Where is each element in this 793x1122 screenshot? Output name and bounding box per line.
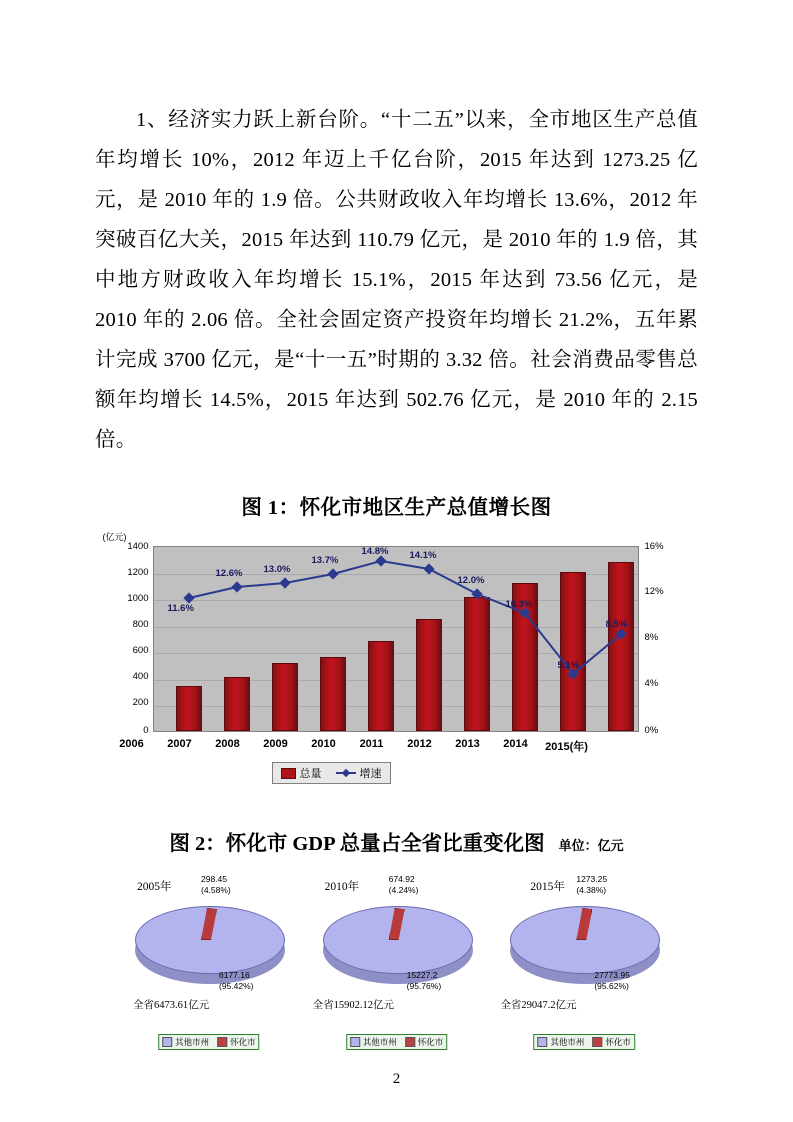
y-tick-right-16: 16% [644,541,664,552]
y-tick-left-600: 600 [132,645,149,656]
x-label-2015: 2015(年) [545,741,588,753]
x-label-2006: 2006 [119,738,144,750]
pie-base-label-2015 [594,970,629,991]
x-label-2011: 2011 [359,738,384,750]
pie-legend-2015 [533,1034,635,1050]
pie-year-2005: 2005年 [137,881,172,893]
figure1-title: 图 1：怀化市地区生产总值增长图 [241,497,552,519]
figure2-heading [95,826,698,856]
legend-label-total: 总量 [299,768,322,780]
line-swatch-icon [336,772,356,774]
pie-chart-2005 [115,870,303,1050]
pie-slice-percent-2005: (4.58%) [201,884,231,895]
x-label-2014: 2014 [503,738,528,750]
chart1-plot-area [153,546,639,732]
pie-slice-label-2005 [201,874,231,895]
figure2-unit: 单位：亿元 [558,838,624,853]
page-number: 2 [392,1071,401,1087]
y-tick-left-400: 400 [132,671,149,682]
pie-graphic-2010 [323,906,473,984]
x-label-2008: 2008 [215,738,240,750]
legend-item-growth [336,765,382,781]
huaihua-swatch-icon [405,1037,415,1047]
pie-base-percent-2015: (95.62%) [594,980,629,991]
y-tick-right-4: 4% [644,678,659,689]
point-label-2006: 11.6% [167,603,194,614]
x-label-2013: 2013 [455,738,480,750]
y-tick-left-800: 800 [132,619,149,630]
y-tick-left-1000: 1000 [127,593,149,604]
pie-legend-label-other-2010: 其他市州 [362,1037,397,1047]
bar-swatch-icon [281,768,296,779]
pie-graphic-2005 [135,906,285,984]
point-label-2013: 10.3% [505,599,533,610]
pie-legend-label-huaihua-2010: 怀化市 [417,1037,444,1047]
pie-legend-label-other-2005: 其他市州 [175,1037,210,1047]
point-label-2015: 8.5% [605,619,628,630]
pie-legend-2005 [158,1034,260,1050]
pie-base-value-2010: 15227.2 [406,970,438,980]
pie-year-2010: 2010年 [324,881,360,893]
pie-legend-huaihua-2005 [217,1036,256,1048]
pie-slice-percent-2010: (4.24%) [388,884,419,895]
x-label-2009: 2009 [263,738,288,750]
y-tick-left-1400: 1400 [127,541,149,552]
legend-item-total [281,765,322,781]
chart1-unit-label: (亿元) [102,532,127,542]
pie-slice-value-2005: 298.45 [201,874,227,884]
pie-legend-2010 [346,1034,448,1050]
point-label-2008: 13.0% [263,564,291,575]
point-label-2010: 14.8% [361,546,389,557]
pie-base-value-2015: 27773.95 [594,970,630,980]
pie-slice-percent-2015: (4.38%) [576,884,607,895]
point-label-2014: 5.1% [557,660,580,671]
body-paragraph: 1、经济实力跃上新台阶。“十二五”以来，全市地区生产总值年均增长 10%，2012 年迈上千亿台阶，2015 年达到 1273.25 亿元，是 2010 年的 1.9 倍。公共财政收入年均增长 13.6%，2012 年突破百亿大关，2015 年达到 110.79 亿元，是 2010 年的 1.9 倍，其中地方财政收入年均增长 15.1%，2015 年达到 73.56 亿元，是 2010 年的 2.06 倍。全社会固定资产投资年均增长 21.2%，五年累计完成 3700 亿元，是“十一五”时期的 3.32 倍。社会消费品零售总额年均增长 14.5%，2015 年达到 502.76 亿元，是 2010 年的 2.15 倍。 [95,109,698,451]
pie-legend-label-other-2015: 其他市州 [550,1037,585,1047]
pie-slice-value-2015: 1273.25 [576,874,608,884]
pie-base-percent-2010: (95.76%) [406,980,442,991]
pie-legend-label-huaihua-2015: 怀化市 [605,1037,631,1047]
y-tick-right-8: 8% [644,632,659,643]
legend-label-growth: 增速 [359,768,382,780]
gdp-growth-chart [97,530,697,798]
pie-base-label-2010 [407,970,442,991]
pie-slice-value-2010: 674.92 [388,874,415,884]
y-tick-left-0: 0 [143,725,149,736]
y-tick-right-0: 0% [644,725,659,736]
figure1 [95,530,698,800]
pie-base-percent-2005: (95.42%) [219,980,254,991]
x-label-2007: 2007 [167,738,192,750]
chart1-legend [272,762,391,784]
pie-legend-huaihua-2015 [592,1036,631,1048]
pie-slice-label-2015 [576,874,607,895]
pie-total-2015: 全省29047.2亿元 [500,1000,577,1011]
y-tick-left-1200: 1200 [127,567,149,578]
other-swatch-icon [537,1037,547,1047]
point-label-2012: 12.0% [457,575,485,586]
figure2-title: 图 2：怀化市 GDP 总量占全省比重变化图 [169,833,545,855]
figure2-pie-group [95,860,698,1050]
pie-total-2005: 全省6473.61亿元 [133,1000,210,1011]
y-tick-right-12: 12% [644,586,664,597]
y-tick-left-200: 200 [132,697,149,708]
pie-year-2015: 2015年 [530,881,565,893]
pie-total-2010: 全省15902.12亿元 [312,1000,395,1011]
point-label-2009: 13.7% [311,555,339,566]
pie-legend-other-2015 [537,1036,584,1048]
other-swatch-icon [350,1037,360,1047]
pie-legend-huaihua-2010 [405,1036,444,1048]
pie-base-label-2005 [219,970,254,991]
other-swatch-icon [162,1037,172,1047]
x-label-2010: 2010 [311,738,336,750]
pie-slice-label-2010 [389,874,419,895]
huaihua-swatch-icon [592,1037,602,1047]
pie-legend-label-huaihua-2005: 怀化市 [230,1037,256,1047]
pie-legend-other-2010 [350,1036,397,1048]
pie-graphic-2015 [510,906,660,984]
pie-chart-2015 [490,870,678,1050]
pie-base-value-2005: 6177.16 [219,970,250,980]
point-label-2007: 12.6% [215,568,243,579]
pie-legend-other-2005 [162,1036,209,1048]
pie-chart-2010 [303,870,491,1050]
x-label-2012: 2012 [407,738,432,750]
point-label-2011: 14.1% [409,550,437,561]
huaihua-swatch-icon [217,1037,227,1047]
